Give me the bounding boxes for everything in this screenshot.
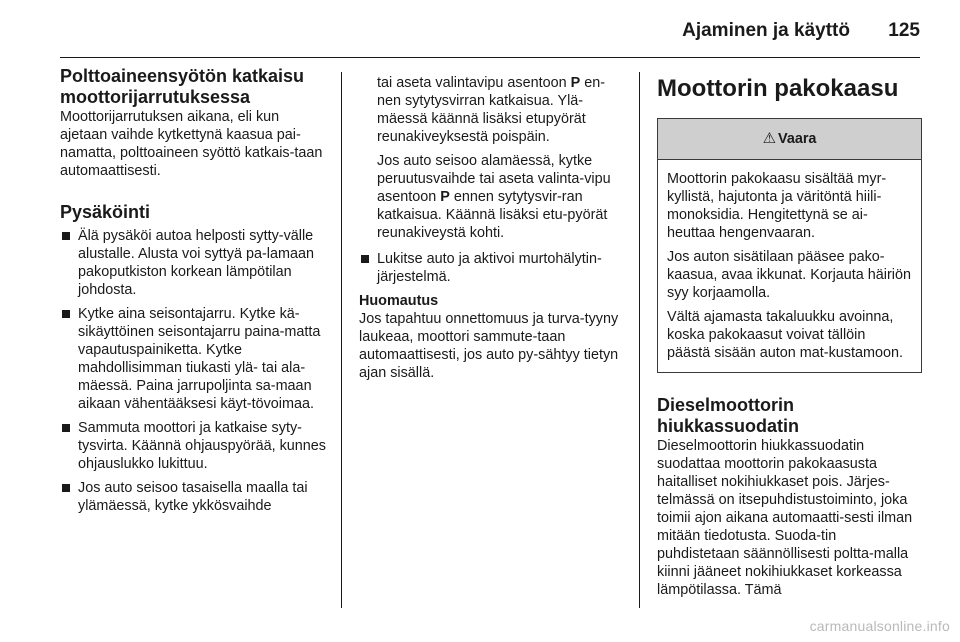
gear-position-p: P — [570, 75, 581, 91]
text-fragment: tai aseta valintavipu asentoon — [377, 75, 571, 91]
section-title-exhaust: Moottorin pakokaasu — [657, 75, 899, 102]
fuel-cutoff-text: Moottorijarrutuksen aikana, eli kun ajetaan vaihde kytkettynä kaasua pai-namatta, polttoaineen syöttö katkais-taan automaattisesti. — [60, 109, 323, 179]
section-title-line: Dieselmoottorin — [657, 395, 795, 415]
diesel-filter-text: Dieselmoottorin hiukkassuodatin suodattaa moottorin pakokaasusta haitalliset nokihiukkaset pois. Järjes-telmässä on itsepuhdistustoiminto, joka toimii ajon aikana automaatti-sesti ilman mitään tiedotusta. Suoda-tin puhdistetaan säännöllisesti poltta-malla kiinni jääneet nokihiukkaset korkeassa lämpötilassa. Tämä — [657, 438, 913, 598]
section-title-line: hiukkassuodatin — [657, 416, 800, 436]
column-divider-2 — [639, 72, 640, 608]
warning-paragraph: Jos auton sisätilaan pääsee pako-kaasua, avaa ikkunat. Korjauta häiriön syy korjaamolla. — [667, 249, 911, 301]
header-rule — [60, 57, 920, 58]
bullet-item: Lukitse auto ja aktivoi murtohälytin-järjestelmä. — [359, 250, 627, 286]
text-fragment: en-nen sytytysvirran katkaisua. Ylä-mäessä käännä lisäksi etupyörät reunakiveyksestä poispäin. — [377, 75, 606, 145]
bullet-item: Jos auto seisoo tasaisella maalla tai ylämäessä, kytke ykkösvaihde — [60, 479, 328, 515]
note-text: Jos tapahtuu onnettomuus ja turva-tyyny laukeaa, moottori sammute-taan automaattisesti, jos auto py-sähtyy tietyn ajan sisällä. — [359, 311, 619, 381]
note-title: Huomautus — [359, 293, 439, 309]
warning-body — [658, 160, 921, 372]
section-title-parking: Pysäköinti — [60, 202, 151, 222]
page-header — [60, 14, 920, 54]
column-right — [657, 74, 922, 599]
text-fragment: Jos auto seisoo alamäessä, kytke peruutusvaihde tai aseta valinta-vipu asentoon — [377, 153, 611, 205]
warning-box — [657, 118, 922, 373]
column-divider-1 — [341, 72, 342, 608]
header-title: Ajaminen ja käyttö — [682, 20, 850, 41]
page-number: 125 — [888, 20, 920, 41]
section-title-fuel-cutoff — [60, 66, 328, 108]
parking-continued-text — [359, 74, 627, 146]
watermark: carmanualsonline.info — [809, 618, 950, 634]
section-title-diesel-filter — [657, 395, 922, 437]
warning-label: Vaara — [778, 131, 817, 147]
warning-triangle-icon: ⚠ — [762, 130, 777, 147]
downhill-parking-text — [359, 152, 627, 242]
alarm-bullet-list — [359, 250, 627, 286]
warning-paragraph: Vältä ajamasta takaluukku avoinna, koska pakokaasut voivat tällöin päästä sisään auton mat-kustamoon. — [667, 309, 903, 361]
parking-bullet-list — [60, 227, 328, 515]
bullet-item: Sammuta moottori ja katkaise syty-tysvirta. Käännä ohjauspyörää, kunnes ohjauslukko lukittuu. — [60, 419, 328, 473]
column-left — [60, 66, 328, 521]
section-title-line: moottorijarrutuksessa — [60, 87, 251, 107]
bullet-item: Älä pysäköi autoa helposti sytty-välle alustalle. Alusta voi syttyä pa-lamaan pakoputkiston korkean lämpötilan johdosta. — [60, 227, 328, 299]
text-fragment: ennen sytytysvir-ran katkaisua. Käännä lisäksi etu-pyörät reunakiveystä kohti. — [377, 189, 608, 241]
bullet-item: Kytke aina seisontajarru. Kytke kä-sikäyttöinen seisontajarru paina-matta vapautuspainiketta. Kytke mahdollisimman tiukasti ylä- tai ala-mäessä. Paina jarrupoljinta sa-maan aikaan vähentääksesi käyt-tövoimaa. — [60, 305, 328, 413]
section-title-line: Polttoaineensyötön katkaisu — [60, 66, 305, 86]
warning-header — [658, 119, 921, 160]
warning-paragraph: Moottorin pakokaasu sisältää myr-kyllistä, hajutonta ja väritöntä hiili-monoksidia. Hengitettynä se ai-heuttaa hengenvaaran. — [667, 171, 887, 241]
column-middle — [359, 74, 627, 382]
gear-position-p: P — [440, 189, 450, 205]
